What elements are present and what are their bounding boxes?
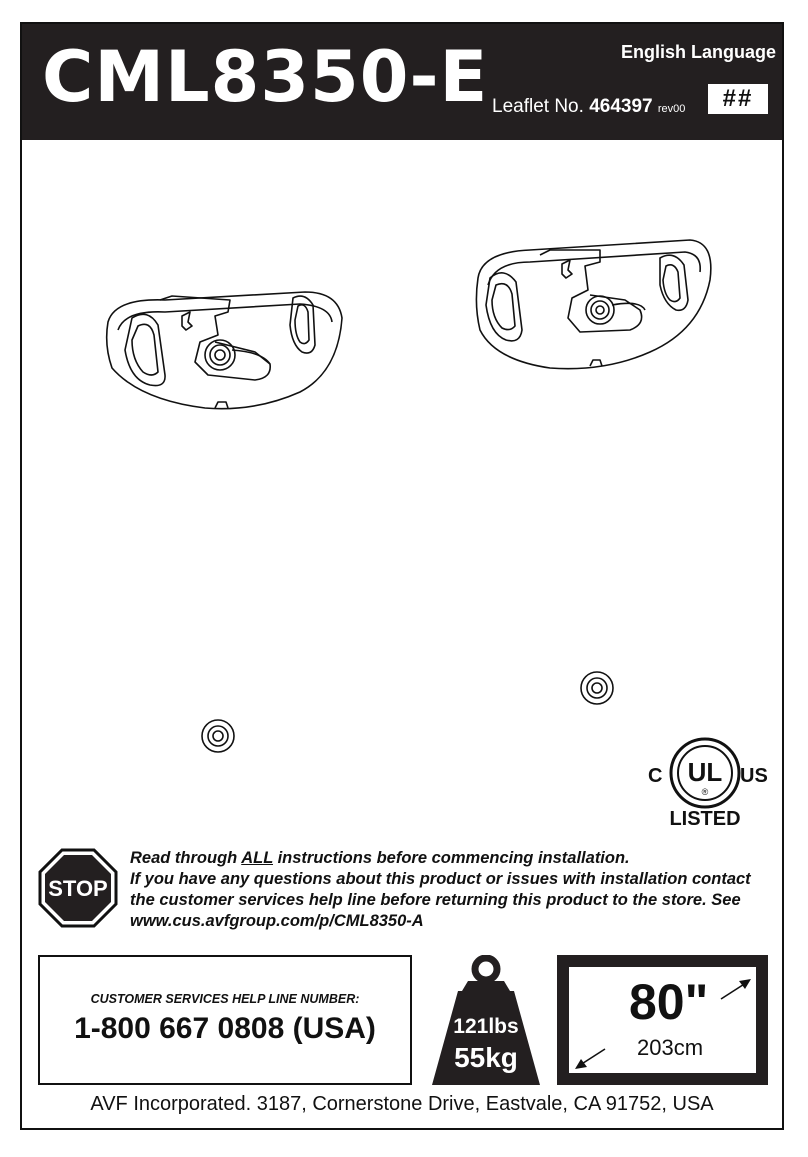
screen-size-box (557, 955, 768, 1085)
ul-listed-mark (640, 735, 770, 830)
screen-size-inches: 80" (629, 974, 709, 1030)
c-mark: C (648, 765, 663, 787)
us-mark: US (740, 765, 768, 787)
leaflet-label: Leaflet No. (492, 96, 584, 117)
screen-size-cm: 203cm (637, 1035, 704, 1060)
left-bracket-illustration (107, 292, 342, 409)
company-address: AVF Incorporated. 3187, Cornerstone Drive, Eastvale, CA 91752, USA (90, 1093, 714, 1115)
language-label: English Language (620, 42, 776, 62)
stop-label: STOP (48, 876, 108, 901)
warning-line-2: If you have any questions about this product or issues with installation contact the customer services help line before returning this product to the store. See www.cus.avfgroup.com/p/CML8350-A (130, 870, 751, 930)
warning-line-1 (130, 848, 770, 869)
weight-lbs: 121lbs (453, 1015, 519, 1038)
screen-size-panel (569, 967, 756, 1073)
weight-capacity-icon (430, 955, 542, 1087)
weight-kg: 55kg (454, 1042, 518, 1073)
warning-text-before: Read through (130, 849, 242, 867)
leaflet-number: 464397 (589, 96, 653, 117)
left-washer-illustration (202, 720, 234, 752)
help-line-box (38, 955, 412, 1085)
ul-text: UL (687, 757, 723, 787)
right-bracket-illustration (476, 240, 710, 369)
registered-mark: ® (701, 787, 709, 797)
diagonal-arrows-icon (569, 967, 756, 1073)
language-code-badge: ## (708, 84, 768, 114)
revision-label: rev00 (657, 103, 686, 115)
listed-label: LISTED (669, 808, 741, 830)
stop-sign-icon (38, 848, 118, 928)
model-title: CML8350-E (42, 36, 489, 118)
help-line-label: CUSTOMER SERVICES HELP LINE NUMBER: (90, 992, 360, 1006)
warning-instructions (130, 848, 770, 932)
warning-text-after: instructions before commencing installation. (273, 849, 630, 867)
warning-emphasis: ALL (241, 849, 273, 867)
right-washer-illustration (581, 672, 613, 704)
help-line-phone: 1-800 667 0808 (USA) (74, 1012, 376, 1045)
